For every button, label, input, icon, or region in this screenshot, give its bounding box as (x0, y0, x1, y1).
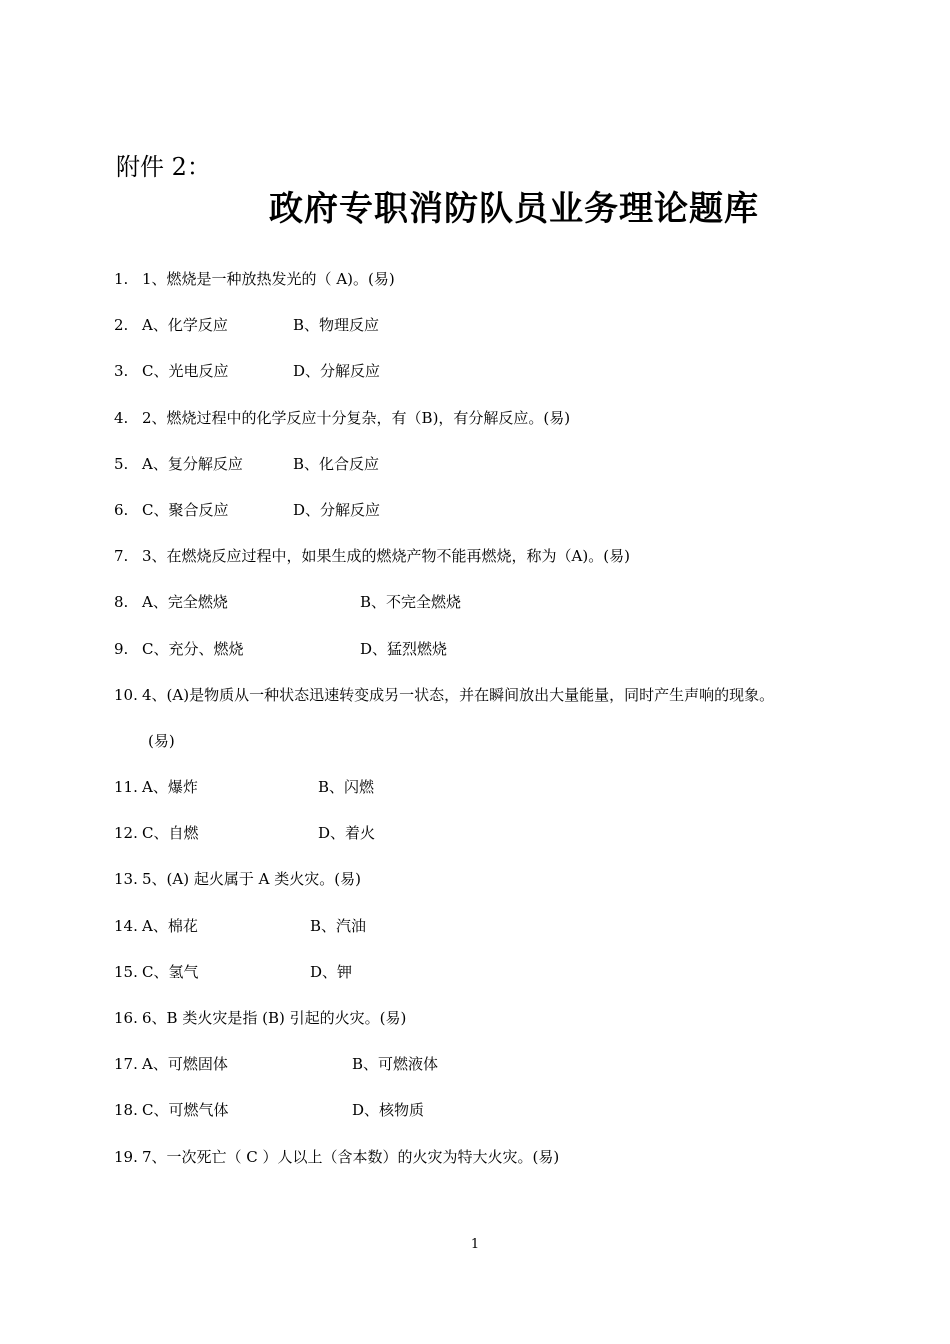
list-item (114, 543, 874, 589)
question-list (114, 266, 874, 1190)
question-text: 7、一次死亡（ C ）人以上（含本数）的火灾为特大火灾。(易) (142, 1147, 560, 1166)
option-text: B、物理反应 (293, 316, 380, 335)
line-number: 4. (114, 408, 129, 427)
line-number: 17. (114, 1055, 138, 1074)
question-text: 3、在燃烧反应过程中，如果生成的燃烧产物不能再燃烧，称为（A)。(易) (142, 547, 630, 566)
list-item (114, 866, 874, 912)
list-item (114, 266, 874, 312)
option-text: B、汽油 (310, 916, 367, 935)
option-text: A、化学反应 (142, 316, 228, 335)
option-text: D、分解反应 (293, 500, 381, 519)
option-text: A、爆炸 (142, 778, 198, 797)
option-text: D、核物质 (352, 1101, 425, 1120)
question-text: 2、燃烧过程中的化学反应十分复杂，有（B)，有分解反应。(易) (142, 408, 571, 427)
list-item (114, 589, 874, 635)
option-text: C、可燃气体 (142, 1101, 229, 1120)
list-item (114, 358, 874, 404)
list-item (114, 1097, 874, 1143)
page-number: 1 (470, 1237, 480, 1252)
list-item (114, 405, 874, 451)
line-number: 16. (114, 1009, 138, 1027)
option-text: D、分解反应 (293, 362, 381, 381)
list-item (114, 1144, 874, 1190)
option-text: C、聚合反应 (142, 500, 229, 519)
option-text: D、着火 (318, 824, 376, 843)
line-number: 11. (114, 778, 138, 797)
option-text: C、充分、燃烧 (142, 639, 244, 658)
question-text-continuation: (易) (148, 731, 175, 750)
list-item (114, 682, 874, 728)
line-number: 5. (114, 454, 129, 473)
list-item (114, 312, 874, 358)
list-item (114, 913, 874, 959)
line-number: 2. (114, 316, 129, 335)
line-number: 18. (114, 1101, 138, 1120)
option-text: D、猛烈燃烧 (360, 639, 448, 658)
line-number: 9. (114, 639, 129, 658)
option-text: A、完全燃烧 (142, 593, 228, 612)
list-item (114, 774, 874, 820)
line-number: 3. (114, 362, 129, 381)
list-item (114, 1005, 874, 1051)
line-number: 7. (114, 547, 129, 566)
question-text: 4、(A)是物质从一种状态迅速转变成另一状态，并在瞬间放出大量能量，同时产生声响的现象。 (142, 685, 775, 704)
list-item (114, 1051, 874, 1097)
option-text: D、钾 (310, 962, 353, 981)
option-text: B、化合反应 (293, 454, 380, 473)
line-number: 14. (114, 916, 138, 935)
question-text: 6、B 类火灾是指 (B) 引起的火灾。(易) (142, 1009, 407, 1027)
list-item (114, 959, 874, 1005)
line-number: 19. (114, 1147, 138, 1166)
line-number: 12. (114, 824, 138, 843)
option-text: B、可燃液体 (352, 1055, 439, 1074)
option-text: C、光电反应 (142, 362, 229, 381)
line-number: 6. (114, 500, 129, 519)
option-text: B、不完全燃烧 (360, 593, 462, 612)
line-number: 15. (114, 962, 138, 981)
attachment-label: 附件 2： (116, 153, 211, 181)
list-item (114, 497, 874, 543)
line-number: 8. (114, 593, 129, 612)
question-text: 1、燃烧是一种放热发光的（ A)。(易) (142, 270, 395, 288)
line-number: 10. (114, 685, 138, 704)
option-text: A、复分解反应 (142, 454, 243, 473)
option-text: C、氢气 (142, 962, 199, 981)
option-text: C、自燃 (142, 824, 199, 843)
line-number: 1. (114, 270, 129, 288)
option-text: B、闪燃 (318, 778, 375, 797)
question-text: 5、(A) 起火属于 A 类火灾。(易) (142, 870, 361, 889)
line-number: 13. (114, 870, 138, 889)
list-item (114, 636, 874, 682)
list-item (114, 820, 874, 866)
list-item (114, 451, 874, 497)
document-title: 政府专职消防队员业务理论题库 (269, 189, 759, 229)
option-text: A、可燃固体 (142, 1055, 228, 1074)
option-text: A、棉花 (142, 916, 198, 935)
list-item (114, 728, 874, 774)
